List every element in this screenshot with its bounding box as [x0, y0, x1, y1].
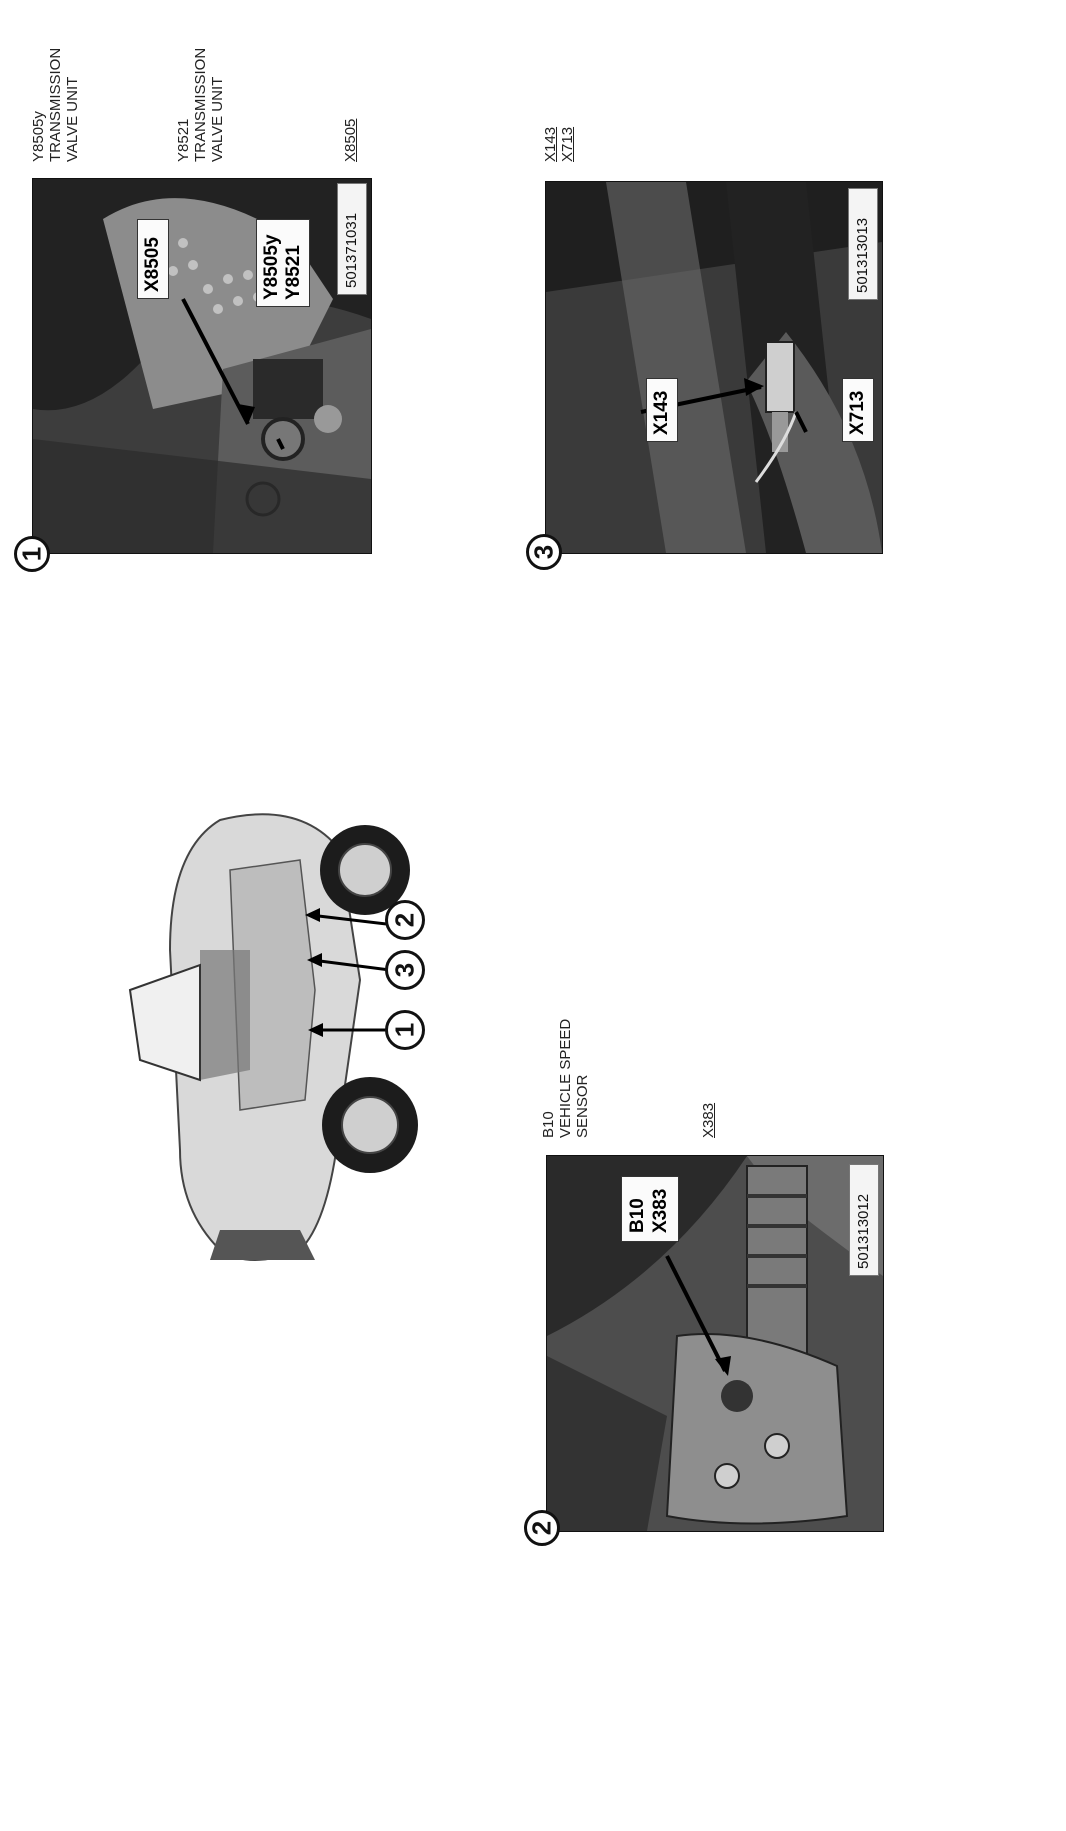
- photo-label-y8505y-y8521: Y8505y Y8521: [256, 219, 310, 307]
- callout-line: VALVE UNIT: [209, 76, 226, 162]
- callout-x383: [700, 1103, 717, 1138]
- callout-b10: [540, 1019, 591, 1138]
- photo-transmission-valve-unit: [32, 178, 372, 554]
- callout-x8505: [342, 119, 359, 162]
- connector-code: X143: [542, 126, 559, 162]
- callout-line: SENSOR: [574, 1074, 591, 1138]
- photo-label-x8505: X8505: [137, 219, 169, 299]
- callout-line: TRANSMISSION: [192, 47, 209, 162]
- photo-id: 501371031: [337, 183, 367, 295]
- photo-connectors-x143-x713: [545, 181, 883, 554]
- callout-x143-x713: [542, 127, 576, 162]
- callout-y8505y: [30, 48, 81, 162]
- connector-code: X8505: [342, 118, 359, 162]
- callout-line: Y8521: [175, 118, 192, 162]
- car-marker-2: 2: [385, 900, 425, 940]
- panel-number-3: 3: [526, 534, 562, 570]
- car-marker-3: 3: [385, 950, 425, 990]
- callout-y8521: [175, 48, 226, 162]
- photo-id: 501313012: [849, 1164, 879, 1276]
- photo-label-x143: X143: [646, 378, 678, 442]
- callout-line: VEHICLE SPEED: [557, 1018, 574, 1138]
- panel-number-2: 2: [524, 1510, 560, 1546]
- callout-line: B10: [540, 1111, 557, 1138]
- photo-vehicle-speed-sensor: [546, 1155, 884, 1532]
- connector-code: X713: [559, 126, 576, 162]
- connector-code: X383: [700, 1102, 717, 1138]
- car-marker-1: 1: [385, 1010, 425, 1050]
- photo-label-x713: X713: [842, 378, 874, 442]
- callout-line: VALVE UNIT: [64, 76, 81, 162]
- callout-line: Y8505y: [30, 111, 47, 162]
- photo-label-b10-x383: B10 X383: [621, 1176, 679, 1242]
- panel-number-1: 1: [14, 536, 50, 572]
- photo-id: 501313013: [848, 188, 878, 300]
- callout-line: TRANSMISSION: [47, 47, 64, 162]
